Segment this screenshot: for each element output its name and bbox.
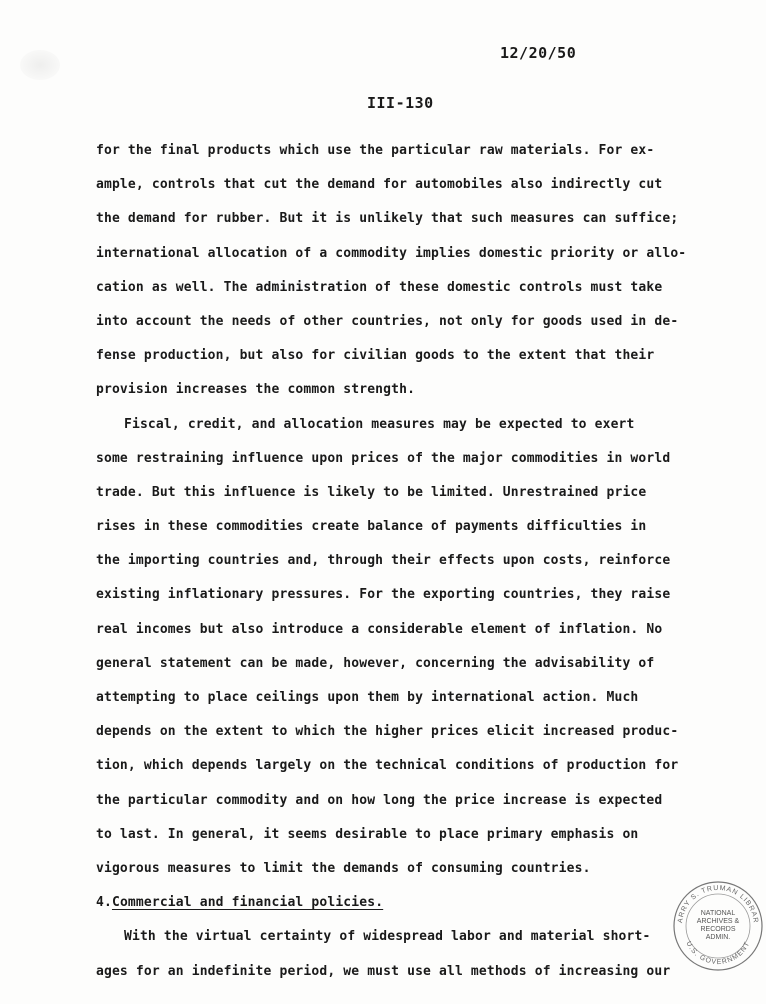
paper-smudge <box>20 50 60 80</box>
text-line: cation as well. The administration of these domestic controls must take <box>96 279 663 295</box>
archive-stamp <box>672 880 764 972</box>
section-heading <box>96 886 696 920</box>
text-line: some restraining influence upon prices of the major commodities in world <box>96 450 671 466</box>
text-line: the importing countries and, through their effects upon costs, reinforce <box>96 553 671 569</box>
text-line: trade. But this influence is likely to be limited. Unrestrained price <box>96 484 647 500</box>
text-line: tion, which depends largely on the technical conditions of production for <box>96 758 679 774</box>
text-line: to last. In general, it seems desirable to place primary emphasis on <box>96 826 639 842</box>
body-text <box>96 134 696 989</box>
stamp-line: ADMIN. <box>705 934 731 941</box>
text-line: attempting to place ceilings upon them by international action. Much <box>96 690 639 705</box>
stamp-center-text <box>672 880 764 972</box>
text-line: provision increases the common strength. <box>96 382 416 398</box>
text-line: ample, controls that cut the demand for automobiles also indirectly cut <box>96 177 663 193</box>
stamp-line: ARCHIVES & <box>696 918 740 925</box>
text-line: vigorous measures to limit the demands of consuming countries. <box>96 860 591 876</box>
stamp-ring-bottom: U.S. GOVERNMENT <box>684 940 752 967</box>
stamp-line: NATIONAL <box>700 910 736 917</box>
text-line: for the final products which use the particular raw materials. For ex- <box>96 143 655 158</box>
text-line: ages for an indefinite period, we must use all methods of increasing our <box>96 963 671 979</box>
stamp-ring-top: ARRY S. TRUMAN LIBRAR <box>677 884 759 924</box>
text-line: international allocation of a commodity implies domestic priority or allo- <box>96 245 687 261</box>
text-line: general statement can be made, however, concerning the advisability of <box>96 655 655 671</box>
text-line: rises in these commodities create balance of payments difficulties in <box>96 519 647 535</box>
paragraph-start-line: With the virtual certainty of widespread labor and material short- <box>124 929 651 945</box>
text-line: into account the needs of other countries, not only for goods used in de- <box>96 313 679 329</box>
text-line: real incomes but also introduce a considerable element of inflation. No <box>96 621 663 637</box>
stamp-line: RECORDS <box>700 926 736 933</box>
section-number: 4. <box>96 895 112 911</box>
text-line: existing inflationary pressures. For the exporting countries, they raise <box>96 587 671 603</box>
document-date: 12/20/50 <box>500 44 577 62</box>
text-line: the demand for rubber. But it is unlikely that such measures can suffice; <box>96 211 679 227</box>
text-line: depends on the extent to which the higher prices elicit increased produc- <box>96 724 679 740</box>
page-number: III-130 <box>367 94 434 112</box>
section-heading-text: Commercial and financial policies. <box>111 895 384 911</box>
paragraph-start-line: Fiscal, credit, and allocation measures may be expected to exert <box>124 416 635 432</box>
text-line: the particular commodity and on how long the price increase is expected <box>96 792 663 808</box>
text-line: fense production, but also for civilian goods to the extent that their <box>96 348 655 364</box>
